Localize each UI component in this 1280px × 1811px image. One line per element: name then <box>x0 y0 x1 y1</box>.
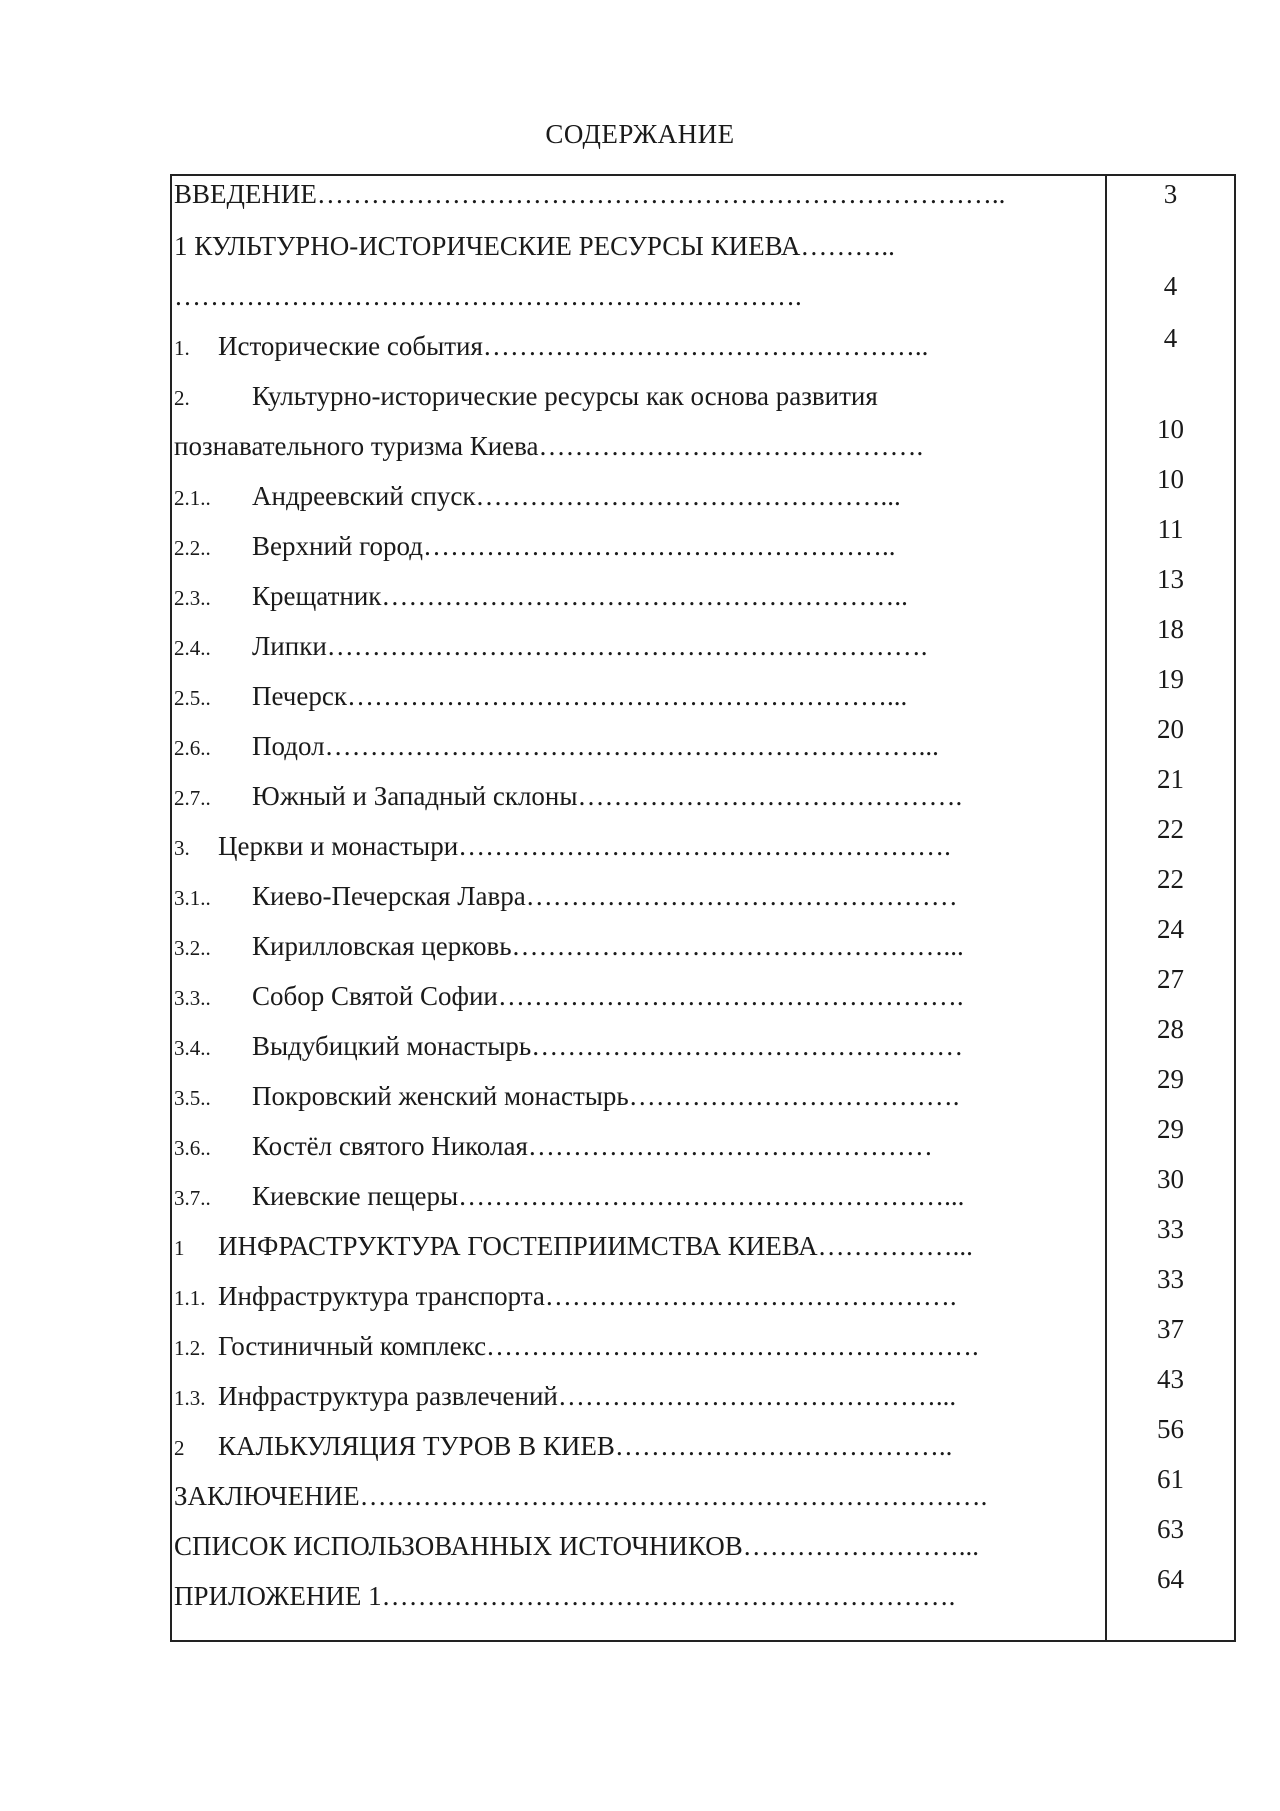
toc-entry: 2.6.. Подол…………………………………………………………... <box>174 731 939 761</box>
page-number: 29 <box>1157 1064 1184 1094</box>
toc-entry: 2.1.. Андреевский спуск………………………………………... <box>174 481 901 511</box>
page-number: 18 <box>1157 614 1184 644</box>
page-number: 4 <box>1163 323 1178 353</box>
page-number: 28 <box>1157 1014 1184 1044</box>
page-number: 29 <box>1157 1114 1184 1144</box>
page-title: СОДЕРЖАНИЕ <box>545 119 735 149</box>
page-number: 33 <box>1157 1264 1184 1294</box>
toc-table <box>170 174 1236 1642</box>
page-number: 30 <box>1157 1164 1184 1194</box>
toc-entry: 3.3.. Собор Святой Софии……………………………………………. <box>174 981 964 1011</box>
toc-entry: 3. Церкви и монастыри………………………………………………. <box>174 831 951 861</box>
toc-entry: 2.2.. Верхний город…………………………………………….. <box>174 531 896 561</box>
page-number: 10 <box>1157 414 1184 444</box>
page-number: 63 <box>1157 1514 1184 1544</box>
toc-entry-appendix: ПРИЛОЖЕНИЕ 1………………………………………………………. <box>174 1581 956 1611</box>
page-number: 11 <box>1157 514 1184 544</box>
toc-entry: 3.6.. Костёл святого Николая……………………………………… <box>174 1131 933 1161</box>
toc-entry: 3.2.. Кирилловская церковь…………………………………………... <box>174 931 964 961</box>
toc-entry-conclusion: ЗАКЛЮЧЕНИЕ……………………………………………………………. <box>174 1481 988 1511</box>
page-number: 10 <box>1157 464 1184 494</box>
toc-entry: 1.1. Инфраструктура транспорта………………………………………. <box>174 1281 957 1311</box>
page-number: 13 <box>1157 564 1184 594</box>
toc-entry: 3.5.. Покровский женский монастырь………………………………. <box>174 1081 960 1111</box>
toc-entry: 3.7.. Киевские пещеры………………………………………………... <box>174 1181 965 1211</box>
toc-entry: 3.4.. Выдубицкий монастырь………………………………………… <box>174 1031 964 1061</box>
page-number: 56 <box>1157 1414 1184 1444</box>
page-number: 19 <box>1157 664 1184 694</box>
toc-entry: 2. Культурно-исторические ресурсы как основа развития <box>174 381 878 411</box>
page-number: 43 <box>1157 1364 1184 1394</box>
toc-entry: 2.4.. Липки…………………………………………………………. <box>174 631 928 661</box>
toc-entry: 1. Исторические события………………………………………….. <box>174 331 929 361</box>
toc-entry-continued: познавательного туризма Киева……………………………………. <box>174 431 924 461</box>
page-number: 22 <box>1157 814 1184 844</box>
page-number: 20 <box>1157 714 1184 744</box>
toc-entry: 1.2. Гостиничный комплекс………………………………………………. <box>174 1331 979 1361</box>
page-number: 21 <box>1157 764 1184 794</box>
toc-entry-references: СПИСОК ИСПОЛЬЗОВАННЫХ ИСТОЧНИКОВ……………………... <box>174 1531 979 1561</box>
toc-entry-introduction: ВВЕДЕНИЕ………………………………………………………………….. <box>174 179 1006 209</box>
toc-entry-chapter-1: 1 КУЛЬТУРНО-ИСТОРИЧЕСКИЕ РЕСУРСЫ КИЕВА……….. <box>174 231 895 261</box>
page-number: 24 <box>1157 914 1184 944</box>
page-number: 22 <box>1157 864 1184 894</box>
toc-entry-chapter-1-continued: ……………………………………………………………. <box>174 281 802 311</box>
page-number: 61 <box>1157 1464 1184 1494</box>
toc-entry: 1 ИНФРАСТРУКТУРА ГОСТЕПРИИМСТВА КИЕВА……………... <box>174 1231 973 1261</box>
page-number: 33 <box>1157 1214 1184 1244</box>
page-number: 4 <box>1163 271 1178 301</box>
page-number: 64 <box>1157 1564 1184 1594</box>
page-number: 3 <box>1163 179 1178 209</box>
toc-entry: 2.3.. Крещатник………………………………………………….. <box>174 581 908 611</box>
toc-entry: 3.1.. Киево-Печерская Лавра………………………………………… <box>174 881 958 911</box>
page-number: 27 <box>1157 964 1184 994</box>
page-number: 37 <box>1157 1314 1184 1344</box>
toc-entry: 2.5.. Печерск……………………………………………………... <box>174 681 908 711</box>
toc-entry: 1.3. Инфраструктура развлечений……………………………………... <box>174 1381 957 1411</box>
toc-entry: 2 КАЛЬКУЛЯЦИЯ ТУРОВ В КИЕВ……………………………….. <box>174 1431 953 1461</box>
toc-entry: 2.7.. Южный и Западный склоны……………………………………. <box>174 781 963 811</box>
